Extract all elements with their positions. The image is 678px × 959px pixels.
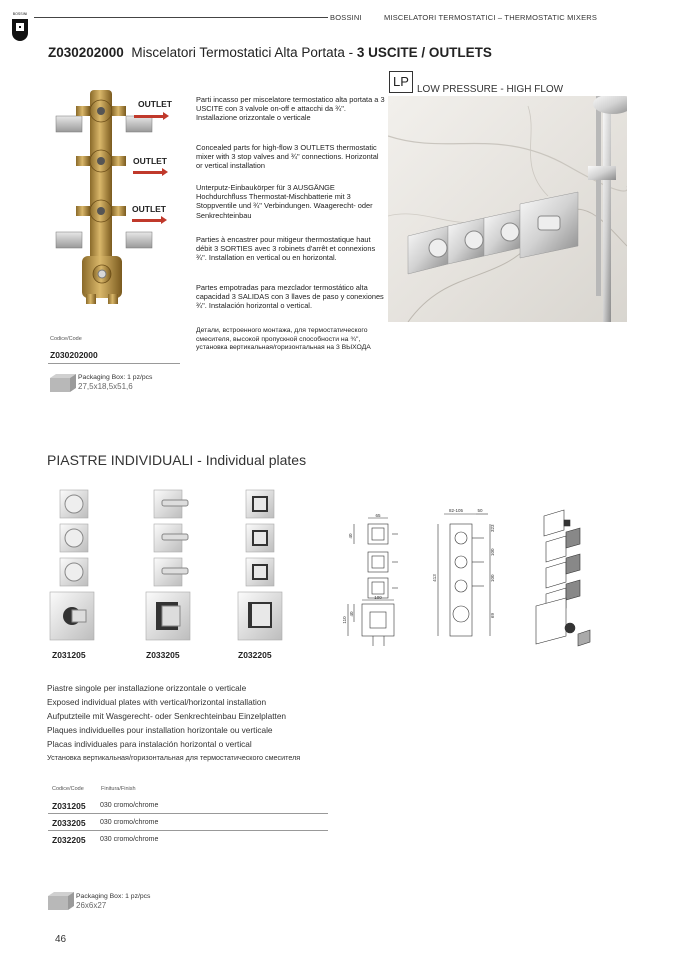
code-label: Codice/Code — [50, 336, 82, 342]
outlet-arrow-1 — [134, 115, 164, 118]
plates-packaging-size: 26x6x27 — [76, 901, 107, 910]
code-value: Z030202000 — [50, 350, 98, 360]
lp-text: LOW PRESSURE - HIGH FLOW — [417, 84, 564, 95]
table-row — [48, 831, 328, 848]
dim-height-3: 40 — [349, 611, 354, 617]
table-cell-finish: 030 cromo/chrome — [100, 819, 159, 826]
plate-code-3: Z032205 — [238, 650, 272, 660]
dim-side-4: 69 — [490, 612, 495, 618]
plate-set-z032205-image — [234, 488, 288, 644]
dim-height-1: 40 — [348, 533, 353, 539]
plates-description-it: Piastre singole per installazione orizzontale o verticale — [47, 683, 247, 693]
table-cell-code: Z031205 — [52, 801, 86, 811]
packaging-size: 27,5x18,5x51,6 — [78, 382, 133, 391]
header-section: MISCELATORI TERMOSTATICI – THERMOSTATIC MIXERS — [384, 13, 598, 22]
table-row — [48, 797, 328, 814]
dim-total-height: 413 — [432, 574, 437, 582]
packaging-box-icon — [48, 892, 74, 910]
product-title-text: Miscelatori Termostatici Alta Portata - — [131, 45, 357, 60]
dim-height-2: 110 — [342, 616, 347, 624]
logo-wordmark: BOSSINI — [12, 12, 28, 16]
product-title — [48, 45, 492, 60]
outlet-label-3: OUTLET — [132, 204, 166, 214]
dim-side-3: 100 — [490, 574, 495, 582]
plate-set-z031205-image — [48, 488, 102, 644]
plates-description-es: Placas individuales para instalación horizontal o vertical — [47, 739, 252, 749]
table-cell-finish: 030 cromo/chrome — [100, 836, 159, 843]
dim-width-2: 100 — [374, 595, 382, 600]
header-rule — [34, 17, 328, 18]
description-en: Concealed parts for high-flow 3 OUTLETS thermostatic mixer with 3 stop valves and ¾" connections. Horizontal or vertical installation — [196, 143, 379, 171]
description-de: Unterputz-Einbaukörper für 3 AUSGÄNGE Hochdurchfluss Thermostat-Mischbatterie mit 3 Stoppventile und ¾" Verbindungen. Waagerecht- oder Senkrechteinbau — [196, 183, 373, 220]
lp-badge: LP — [389, 71, 413, 93]
plates-description-fr: Plaques individuelles pour installation horizontale ou verticale — [47, 725, 273, 735]
outlet-arrow-2 — [133, 171, 163, 174]
description-fr: Parties à encastrer pour mitigeur thermostatique haut débit 3 SORTIES avec 3 robinets d'arrêt et connexions ¾". Installation en vertical ou en horizontal. — [196, 235, 376, 263]
installed-mixer-photo — [388, 96, 627, 322]
product-title-bold: 3 USCITE / OUTLETS — [356, 45, 492, 60]
plate-code-2: Z033205 — [146, 650, 180, 660]
code-divider — [48, 363, 180, 364]
packaging-box-icon — [50, 374, 76, 392]
dim-side-2: 100 — [490, 548, 495, 556]
description-it: Parti incasso per miscelatore termostatico alta portata a 3 USCITE con 3 valvole on-off e attacchi da ¾". Installazione orizzontale o verticale — [196, 95, 385, 123]
packaging-label: Packaging Box: 1 pz/pcs — [78, 374, 153, 381]
outlet-arrow-3 — [132, 219, 162, 222]
dim-side-1: 323 — [490, 524, 495, 532]
plates-description-de: Aufputzteile mit Wasgerecht- oder Senkrechteinbau Einzelplatten — [47, 711, 287, 721]
dim-depth: 50 — [477, 508, 483, 513]
product-code: Z030202000 — [48, 45, 124, 60]
outlet-label-2: OUTLET — [133, 156, 167, 166]
plates-packaging-label: Packaging Box: 1 pz/pcs — [76, 893, 151, 900]
bossini-logo — [10, 10, 30, 44]
outlet-label-1: OUTLET — [138, 99, 172, 109]
plate-code-1: Z031205 — [52, 650, 86, 660]
table-cell-code: Z033205 — [52, 818, 86, 828]
dim-depth-range: 82-105 — [448, 508, 464, 513]
table-cell-finish: 030 cromo/chrome — [100, 802, 159, 809]
plate-set-z033205-image — [142, 488, 196, 644]
table-cell-code: Z032205 — [52, 835, 86, 845]
plates-section-title: PIASTRE INDIVIDUALI - Individual plates — [47, 452, 307, 468]
dim-width-1: 65 — [375, 513, 381, 518]
page-number: 46 — [55, 934, 67, 945]
description-ru: Детали, встроенного монтажа, для термостатического смесителя, высокой пропускной способности на ¾", установка вертикальная/горизонтальная на 3 ВЫХОДА — [196, 327, 371, 352]
plates-description-en: Exposed individual plates with vertical/horizontal installation — [47, 697, 267, 707]
plates-description-ru: Установка вертикальная/горизонтальная для термостатического смесителя — [47, 753, 301, 762]
technical-drawing-side — [430, 506, 502, 656]
description-es: Partes empotradas para mezclador termostático alta capacidad 3 SALIDAS con 3 llaves de paso y conexiones ¾". Instalación horizontal o vertical. — [196, 283, 384, 311]
exploded-view-drawing — [524, 506, 604, 656]
table-header-code: Codice/Code — [52, 786, 84, 792]
technical-drawing-front — [340, 512, 420, 652]
table-row — [48, 814, 328, 831]
header-brand: BOSSINI — [330, 13, 362, 22]
table-header-finish: Finitura/Finish — [101, 786, 136, 792]
